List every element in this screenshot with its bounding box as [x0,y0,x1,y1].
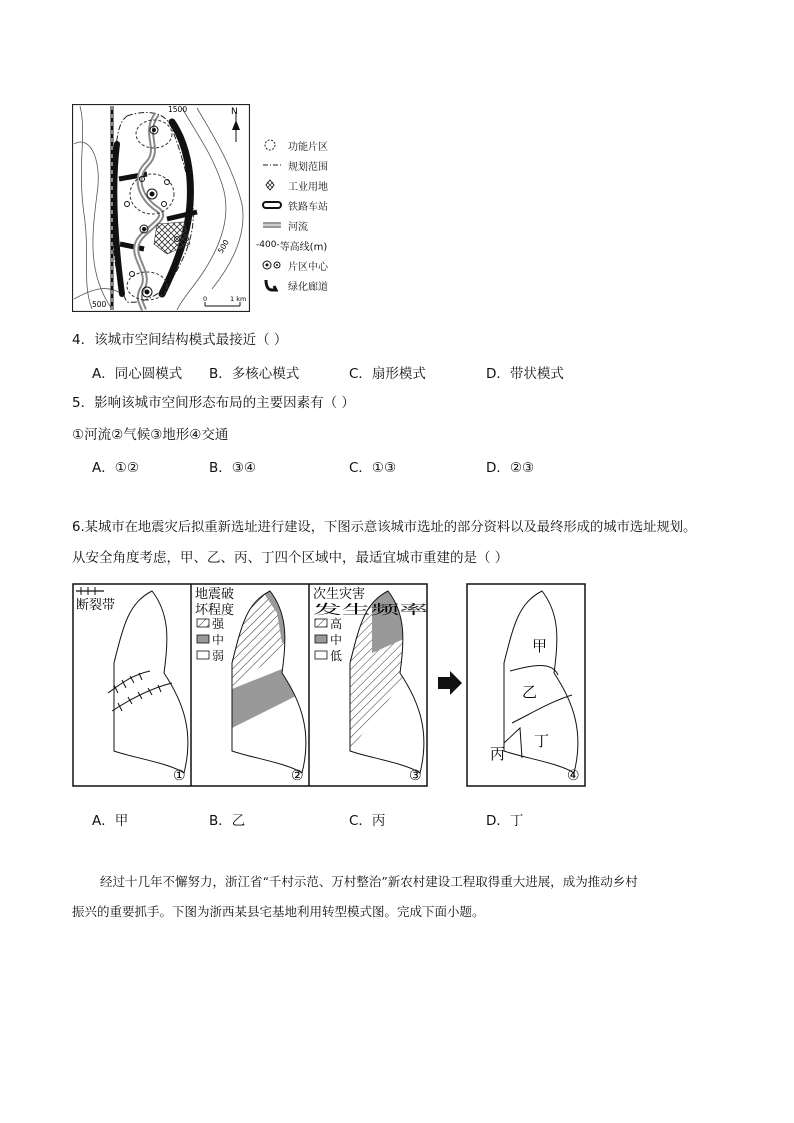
legend-label-greenway: 绿化廊道 [288,281,328,293]
secondary-title-2: 发生频率 [313,603,366,618]
passage-line1: 经过十几年不懈努力，浙江省“千村示范、万村整治”新农村建设工程取得重大进展，成为推动乡村 [100,874,638,889]
q5-option-d[interactable]: D．②③ [486,460,535,476]
legend-row-contour [256,237,327,253]
q6-option-c[interactable]: C．丙 [349,813,386,829]
q5-factors: ①河流②气候③地形④交通 [72,427,229,443]
industry-symbol-icon [262,178,284,192]
q4-option-a[interactable]: A．同心圆模式 [92,366,183,382]
q6-stem-line2: 从安全角度考虑，甲、乙、丙、丁四个区域中，最适宜城市重建的是（ ） [72,550,509,566]
arrow-right-icon [438,671,462,695]
panel4-number: ④ [567,768,580,784]
zone-jia: 甲 [532,637,548,655]
legend-label-contour: 等高线(m) [279,241,328,253]
q4-option-d[interactable]: D．带状模式 [486,366,564,382]
legend-row-industry [262,177,328,193]
legend-label-station: 铁路车站 [288,201,328,213]
contour-label-bottom: 500 [92,300,107,309]
contour-icon: -400- [256,240,280,250]
secondary-high: 高 [330,617,343,631]
legend-row-station [262,197,328,213]
secondary-low: 低 [330,649,343,663]
legend-label-industry: 工业用地 [288,181,328,193]
north-label: N [231,107,238,117]
q6-option-a[interactable]: A．甲 [92,813,129,829]
q5-option-b[interactable]: B．③④ [209,460,256,476]
site-selection-drawing [72,583,592,789]
damage-mid: 中 [212,633,225,647]
legend-row-boundary [262,157,328,173]
map-drawing [72,104,250,312]
dashed-circle-icon [262,138,284,152]
legend-label-boundary: 规划范围 [288,161,328,173]
q5-option-a[interactable]: A．①② [92,460,139,476]
damage-title-2: 坏程度 [195,603,235,618]
center-icon [262,258,284,272]
legend-label-river: 河流 [288,221,308,233]
legend-row-area [262,137,328,153]
legend-label-center: 片区中心 [288,261,328,273]
damage-strong: 强 [212,617,225,631]
dash-dot-line-icon [262,158,284,172]
panel1-number: ① [173,768,186,784]
city-structure-map [72,104,250,312]
map-legend [256,137,372,297]
panel3-number: ③ [409,768,422,784]
scale-one: 1 km [230,295,247,303]
railway-station-icon [262,198,284,212]
legend-row-greenway [262,277,328,293]
q5-option-c[interactable]: C．①③ [349,460,397,476]
q6-stem-line1: 6.某城市在地震灾后拟重新选址进行建设，下图示意该城市选址的部分资料以及最终形成的城市选址规划。 [72,520,697,535]
q4-option-b[interactable]: B．多核心模式 [209,366,300,382]
contour-label-top: 1500 [168,105,188,114]
scale-zero: 0 [203,295,208,303]
panel2-number: ② [291,768,304,784]
q4-stem: 4．该城市空间结构模式最接近（ ） [72,332,288,348]
contour-label-side: 500 [215,238,231,255]
q6-option-b[interactable]: B．乙 [209,813,246,829]
passage-line2: 振兴的重要抓手。下图为浙西某县宅基地利用转型模式图。完成下面小题。 [72,904,485,919]
zone-bing: 丙 [490,745,506,763]
river-icon [262,218,284,232]
q4-option-c[interactable]: C．扇形模式 [349,366,426,382]
legend-row-river [262,217,308,233]
greenway-icon [262,278,284,292]
legend-label-area: 功能片区 [288,141,328,153]
zone-ding: 丁 [534,732,550,750]
q5-stem: 5．影响该城市空间形态布局的主要因素有（ ） [72,395,355,411]
fault-legend-label: 断裂带 [76,598,116,613]
secondary-title-1: 次生灾害 [313,587,366,602]
legend-row-center [262,257,328,273]
secondary-mid: 中 [330,633,343,647]
site-selection-figure [72,583,592,789]
zone-yi: 乙 [522,683,538,701]
q6-option-d[interactable]: D．丁 [486,813,524,829]
damage-title-1: 地震破 [195,587,235,602]
damage-weak: 弱 [212,649,225,663]
